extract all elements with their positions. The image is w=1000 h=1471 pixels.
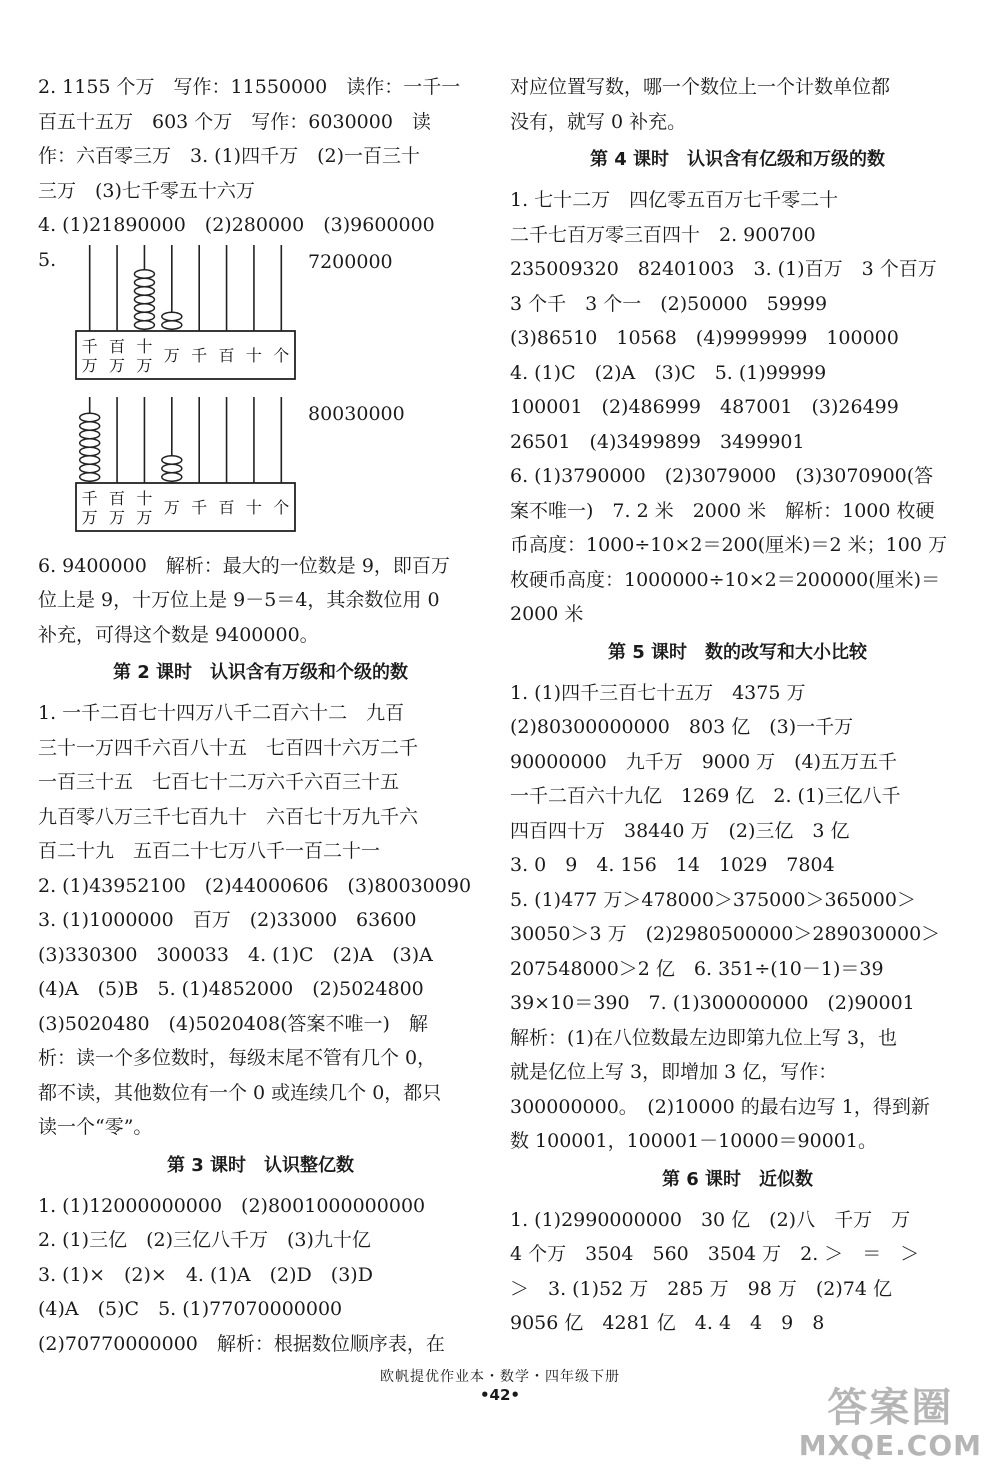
watermark-text: 答案圈 bbox=[827, 1385, 954, 1431]
abacus-bead bbox=[80, 447, 100, 455]
section-heading: 第 5 课时 数的改写和大小比较 bbox=[607, 641, 868, 663]
text-line: 5. (1)477 万＞478000＞375000＞365000＞ bbox=[510, 888, 916, 911]
text-line: 3. (1)1000000 百万 (2)33000 63600 bbox=[38, 909, 417, 931]
abacus-place-label: 千 bbox=[191, 497, 208, 517]
text-line: 1. 一千二百七十四万八千二百六十二 九百 bbox=[38, 702, 405, 724]
text-line: 4. (1)21890000 (2)280000 (3)9600000 bbox=[38, 214, 435, 236]
text-line: (4)A (5)B 5. (1)4852000 (2)5024800 bbox=[38, 978, 424, 1000]
text-line: 2. (1)三亿 (2)三亿八千万 (3)九十亿 bbox=[38, 1229, 371, 1251]
abacus-diagram bbox=[73, 243, 298, 383]
abacus-place-label: 个 bbox=[273, 497, 290, 517]
abacus-bead bbox=[162, 464, 182, 472]
section-heading: 第 3 课时 认识整亿数 bbox=[166, 1154, 355, 1176]
text-line: 2. (1)43952100 (2)44000606 (3)80030090 bbox=[38, 874, 472, 897]
text-line: 235009320 82401003 3. (1)百万 3 个百万 bbox=[510, 258, 937, 280]
abacus-place-label: 万 bbox=[81, 355, 98, 375]
text-line: 26501 (4)3499899 3499901 bbox=[510, 430, 805, 453]
text-line: 4 个万 3504 560 3504 万 2. ＞ ＝ ＞ bbox=[510, 1243, 920, 1265]
left-block-a bbox=[38, 70, 483, 243]
text-line: 补充，可得这个数是 9400000。 bbox=[38, 623, 319, 646]
page-number: •42• bbox=[479, 1386, 521, 1404]
abacus-value: 80030000 bbox=[308, 402, 405, 425]
text-line: 3. (1)× (2)× 4. (1)A (2)D (3)D bbox=[38, 1263, 373, 1286]
abacus-place-label: 百 bbox=[218, 345, 235, 365]
text-line: 百二十九 五百二十七万八千一百二十一 bbox=[38, 840, 381, 862]
text-line: 没有，就写 0 补充。 bbox=[510, 110, 687, 133]
abacus-place-label: 个 bbox=[273, 345, 290, 365]
text-line: (3)86510 10568 (4)9999999 100000 bbox=[510, 327, 899, 349]
text-line: ＞ 3. (1)52 万 285 万 98 万 (2)74 亿 bbox=[510, 1277, 892, 1300]
left-block-c bbox=[38, 696, 483, 1145]
abacus-bead bbox=[134, 312, 154, 320]
text-line: 2. 1155 个万 写作：11550000 读作：一千一 bbox=[38, 76, 461, 98]
abacus-figure-1 bbox=[38, 243, 483, 391]
left-block-d bbox=[38, 1189, 483, 1362]
abacus-bead bbox=[80, 421, 100, 429]
abacus-place-label: 万 bbox=[109, 507, 126, 527]
abacus-bead bbox=[162, 312, 182, 320]
text-line: 数 100001，100001－10000＝90001。 bbox=[510, 1130, 877, 1152]
text-line: 位上是 9，十万位上是 9－5＝4，其余数位用 0 bbox=[38, 589, 440, 611]
text-line: 案不唯一) 7. 2 米 2000 米 解析：1000 枚硬 bbox=[510, 499, 935, 522]
text-line: (2)70770000000 解析：根据数位顺序表，在 bbox=[38, 1332, 445, 1355]
abacus-place-label: 千 bbox=[191, 345, 208, 365]
abacus-place-label: 十 bbox=[136, 488, 153, 508]
abacus-place-label: 万 bbox=[163, 345, 180, 365]
abacus-bead bbox=[134, 278, 154, 286]
text-line: 300000000。 (2)10000 的最右边写 1，得到新 bbox=[510, 1095, 930, 1118]
text-line: 枚硬币高度：1000000÷10×2＝200000(厘米)＝ bbox=[510, 568, 941, 591]
section-heading: 第 4 课时 认识含有亿级和万级的数 bbox=[589, 149, 886, 170]
text-line: 对应位置写数，哪一个数位上一个计数单位都 bbox=[510, 76, 891, 98]
abacus-bead bbox=[134, 320, 154, 328]
text-line: 四百四十万 38440 万 (2)三亿 3 亿 bbox=[510, 819, 850, 842]
text-line: 1. (1)12000000000 (2)8001000000000 bbox=[38, 1194, 426, 1217]
text-line: 1. (1)四千三百七十五万 4375 万 bbox=[510, 681, 806, 704]
text-line: 一千二百六十九亿 1269 亿 2. (1)三亿八千 bbox=[510, 785, 901, 807]
abacus-place-label: 万 bbox=[109, 355, 126, 375]
abacus-place-label: 千 bbox=[81, 488, 98, 508]
abacus-bead bbox=[162, 455, 182, 463]
abacus-bead bbox=[134, 269, 154, 277]
abacus-place-label: 千 bbox=[81, 336, 98, 356]
text-line: 就是亿位上写 3，即增加 3 亿，写作： bbox=[510, 1061, 838, 1083]
abacus-place-label: 万 bbox=[81, 507, 98, 527]
text-line: 九百零八万三千七百九十 六百七十万九千六 bbox=[38, 805, 419, 828]
left-block-b bbox=[38, 549, 483, 653]
section-heading: 第 6 课时 近似数 bbox=[661, 1168, 814, 1190]
text-line: 100001 (2)486999 487001 (3)26499 bbox=[510, 396, 899, 418]
text-line: (3)330300 300033 4. (1)C (2)A (3)A bbox=[38, 943, 433, 966]
abacus-value: 7200000 bbox=[308, 250, 393, 273]
question-number: 5. bbox=[38, 248, 57, 271]
text-line: (2)80300000000 803 亿 (3)一千万 bbox=[510, 716, 854, 738]
abacus-bead bbox=[134, 303, 154, 311]
text-line: 三十一万四千六百八十五 七百四十六万二千 bbox=[38, 736, 419, 759]
abacus-place-label: 万 bbox=[136, 507, 153, 527]
text-line: 百五十五万 603 个万 写作：6030000 读 bbox=[38, 110, 431, 133]
abacus-place-label: 十 bbox=[245, 497, 262, 517]
watermark-url: MXQE.COM bbox=[798, 1429, 982, 1462]
right-column bbox=[510, 70, 965, 1341]
text-line: 析：读一个多位数时，每级末尾不管有几个 0， bbox=[38, 1047, 437, 1069]
text-line: 三万 (3)七千零五十六万 bbox=[38, 179, 255, 202]
abacus-bead bbox=[134, 286, 154, 294]
abacus-bead bbox=[80, 464, 100, 472]
text-line: 解析：(1)在八位数最左边即第九位上写 3，也 bbox=[510, 1026, 898, 1049]
text-line: 读一个“零”。 bbox=[38, 1116, 153, 1138]
right-block-b bbox=[510, 183, 965, 632]
text-line: 6. (1)3790000 (2)3079000 (3)3070900(答 bbox=[510, 465, 934, 487]
watermark-logo bbox=[799, 1385, 982, 1461]
abacus-bead bbox=[80, 455, 100, 463]
text-line: 39×10＝390 7. (1)300000000 (2)90001 bbox=[510, 992, 915, 1014]
abacus-bead bbox=[80, 430, 100, 438]
abacus-bead bbox=[80, 413, 100, 421]
text-line: 30050＞3 万 (2)2980500000＞289030000＞ bbox=[510, 923, 941, 945]
text-line: 2000 米 bbox=[510, 603, 584, 625]
text-line: (4)A (5)C 5. (1)77070000000 bbox=[38, 1298, 343, 1320]
left-column bbox=[38, 70, 483, 1361]
text-line: 3. 0 9 4. 156 14 1029 7804 bbox=[510, 854, 835, 876]
text-line: 9056 亿 4281 亿 4. 4 4 9 8 bbox=[510, 1312, 825, 1334]
abacus-figure-2 bbox=[38, 395, 483, 543]
text-line: 207548000＞2 亿 6. 351÷(10－1)＝39 bbox=[510, 957, 884, 980]
text-line: 1. (1)2990000000 30 亿 (2)八 千万 万 bbox=[510, 1208, 911, 1231]
text-line: 币高度：1000÷10×2＝200(厘米)＝2 米；100 万 bbox=[510, 534, 947, 556]
text-line: 二千七百万零三百四十 2. 900700 bbox=[510, 223, 816, 246]
abacus-place-label: 十 bbox=[245, 345, 262, 365]
text-line: 4. (1)C (2)A (3)C 5. (1)99999 bbox=[510, 361, 827, 384]
section-heading: 第 2 课时 认识含有万级和个级的数 bbox=[112, 662, 409, 683]
abacus-bead bbox=[80, 438, 100, 446]
abacus-place-label: 百 bbox=[109, 488, 126, 508]
text-line: (3)5020480 (4)5020408(答案不唯一) 解 bbox=[38, 1012, 428, 1035]
text-line: 6. 9400000 解析：最大的一位数是 9，即百万 bbox=[38, 554, 450, 577]
text-line: 一百三十五 七百七十二万六千六百三十五 bbox=[38, 771, 400, 793]
text-line: 1. 七十二万 四亿零五百万七千零二十 bbox=[510, 189, 839, 211]
abacus-place-label: 百 bbox=[218, 497, 235, 517]
text-line: 90000000 九千万 9000 万 (4)五万五千 bbox=[510, 750, 898, 773]
abacus-bead bbox=[162, 472, 182, 480]
right-block-c bbox=[510, 676, 965, 1159]
abacus-place-label: 百 bbox=[109, 336, 126, 356]
text-line: 3 个千 3 个一 (2)50000 59999 bbox=[510, 292, 828, 315]
abacus-bead bbox=[162, 320, 182, 328]
book-title-footer: 欧帆提优作业本・数学・四年级下册 bbox=[380, 1369, 620, 1385]
abacus-bead bbox=[80, 472, 100, 480]
text-line: 作：六百零三万 3. (1)四千万 (2)一百三十 bbox=[38, 145, 420, 167]
abacus-place-label: 十 bbox=[136, 336, 153, 356]
abacus-bead bbox=[134, 295, 154, 303]
abacus-place-label: 万 bbox=[163, 497, 180, 517]
right-block-a bbox=[510, 70, 965, 139]
abacus-place-label: 万 bbox=[136, 355, 153, 375]
text-line: 都不读，其他数位有一个 0 或连续几个 0，都只 bbox=[38, 1081, 442, 1104]
abacus-diagram bbox=[73, 395, 298, 535]
right-block-d bbox=[510, 1203, 965, 1341]
